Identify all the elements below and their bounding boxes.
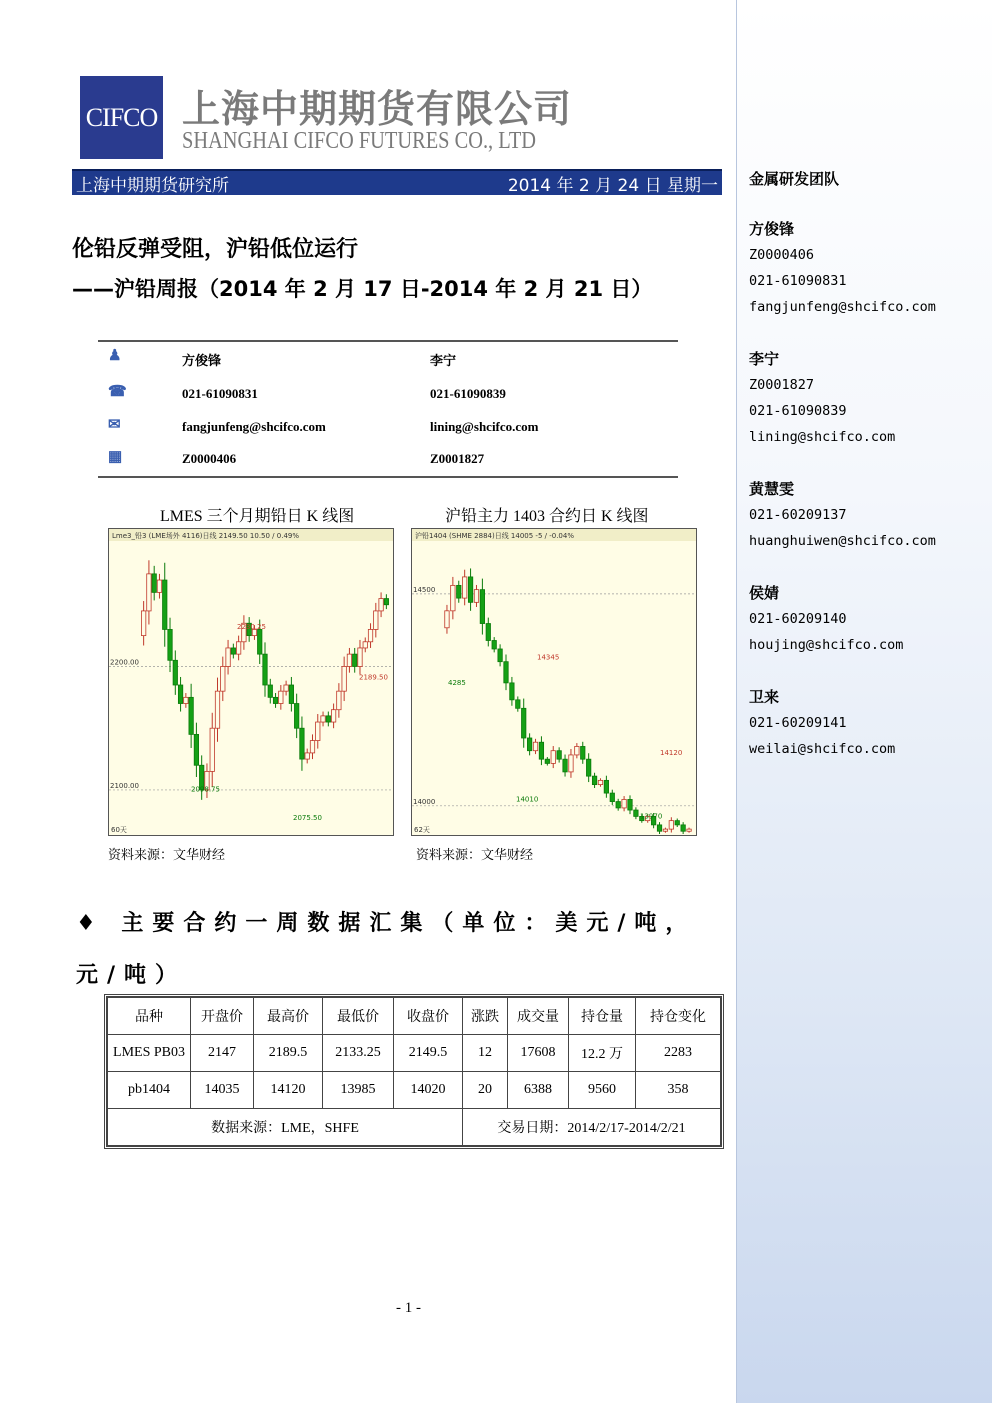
candle-body: [657, 825, 661, 831]
candle-body: [510, 683, 514, 700]
candle-body: [326, 716, 330, 722]
author-email[interactable]: fangjunfeng@shcifco.com: [182, 419, 326, 434]
shfe-kline-chart: [411, 528, 697, 836]
phone-icon: ☎: [108, 384, 127, 400]
candle-body: [236, 642, 240, 654]
candle-body: [533, 742, 537, 750]
price-annotation: 13970: [640, 812, 663, 821]
candle-body: [152, 574, 156, 593]
table-header: 最低价: [323, 998, 394, 1035]
member-line: 021-60209140: [749, 611, 847, 627]
price-annotation: 2189.50: [359, 673, 388, 682]
candle-body: [342, 666, 346, 691]
member-email[interactable]: houjing@shcifco.com: [749, 637, 904, 653]
member-name: 黄慧雯: [749, 480, 795, 498]
header-banner: [72, 169, 722, 195]
table-cell: 358: [636, 1072, 721, 1109]
chart-header-text: 沪铅1404 (SHME 2884)日线 14005 -5 / -0.04%: [415, 532, 574, 540]
report-date: 2014 年 2 月 24 日 星期一: [507, 175, 718, 196]
candle-body: [141, 611, 145, 636]
candle-body: [284, 685, 288, 691]
company-name-cn: 上海中期期货有限公司: [182, 87, 573, 131]
y-tick-label: 14500: [413, 585, 436, 594]
candle-body: [598, 780, 602, 784]
table-cell: 20: [463, 1072, 508, 1109]
candle-body: [669, 821, 673, 829]
mail-icon: ✉: [108, 417, 121, 433]
candle-body: [527, 738, 531, 751]
candle-body: [384, 599, 388, 605]
candle-body: [586, 759, 590, 776]
team-title: 金属研发团队: [749, 170, 840, 188]
candle-body: [305, 753, 309, 759]
member-line: Z0001827: [749, 377, 815, 393]
candle-body: [486, 624, 490, 641]
candle-body: [474, 590, 478, 603]
table-header: 持仓变化: [636, 998, 721, 1035]
company-name-en: SHANGHAI CIFCO FUTURES CO., LTD: [182, 128, 537, 154]
shfe-kline-svg: [412, 529, 696, 835]
member-email[interactable]: huanghuiwen@shcifco.com: [749, 533, 936, 549]
candle-body: [263, 654, 267, 685]
author-contacts: [98, 340, 678, 478]
candle-body: [687, 829, 691, 831]
table-row: [108, 1072, 721, 1109]
member-card: [749, 216, 936, 320]
table-cell: 12.2 万: [569, 1035, 636, 1072]
candle-body: [310, 741, 314, 753]
author-name: 李宁: [430, 353, 457, 368]
chart-source: 资料来源：文华财经: [416, 848, 534, 863]
candle-body: [189, 697, 193, 734]
candle-body: [498, 649, 502, 662]
table-cell: 2133.25: [323, 1035, 394, 1072]
candle-body: [157, 580, 161, 592]
candle-body: [581, 746, 585, 759]
candle-body: [604, 780, 608, 793]
table-cell: 14120: [254, 1072, 323, 1109]
contact-row-emails: [98, 413, 678, 443]
candle-body: [634, 810, 638, 816]
table-row: [108, 1035, 721, 1072]
table-header: 品种: [108, 998, 191, 1035]
table-cell: pb1404: [108, 1072, 191, 1109]
table-cell: 14035: [191, 1072, 254, 1109]
candle-body: [462, 577, 466, 598]
candle-body: [628, 799, 632, 810]
institute-name: 上海中期期货研究所: [76, 175, 229, 196]
author-phone: 021-61090831: [182, 386, 258, 401]
candle-body: [268, 685, 272, 697]
candle-body: [545, 759, 549, 763]
candle-body: [184, 697, 188, 703]
member-line: 021-60209141: [749, 715, 847, 731]
candle-body: [300, 728, 304, 759]
candle-body: [675, 821, 679, 825]
member-email[interactable]: fangjunfeng@shcifco.com: [749, 299, 936, 315]
candle-body: [147, 574, 151, 611]
candle-body: [663, 829, 667, 831]
author-id: Z0001827: [430, 451, 485, 466]
member-name: 侯婧: [749, 584, 780, 602]
price-annotation: 4285: [448, 679, 466, 687]
period-label: 60天: [111, 826, 127, 834]
candle-body: [516, 700, 520, 708]
candle-body: [575, 746, 579, 754]
weekly-data-table: [107, 997, 721, 1146]
chart-header-text: Lme3_铅3 (LME场外 4116)日线 2149.50 10.50 / 0.49%: [112, 532, 300, 540]
price-annotation: 2230.25: [237, 623, 266, 632]
chart-caption-shfe: 沪铅主力 1403 合约日 K 线图: [445, 508, 649, 525]
member-email[interactable]: lining@shcifco.com: [749, 429, 896, 445]
table-header: 涨跌: [463, 998, 508, 1035]
table-cell: 17608: [508, 1035, 569, 1072]
candle-body: [221, 666, 225, 691]
candle-body: [353, 654, 357, 666]
candle-body: [347, 654, 351, 666]
lme-kline-svg: [109, 529, 393, 835]
candle-body: [539, 742, 543, 759]
price-annotation: 14345: [537, 653, 560, 662]
candle-body: [231, 648, 235, 654]
candle-body: [563, 759, 567, 772]
candle-body: [279, 691, 283, 703]
candle-body: [610, 793, 614, 801]
candle-body: [289, 685, 293, 704]
candle-body: [681, 825, 685, 831]
candle-body: [622, 799, 626, 807]
candle-body: [258, 629, 262, 654]
table-cell: 2283: [636, 1035, 721, 1072]
candle-body: [163, 580, 167, 629]
chart-caption-lme: LMES 三个月期铅日 K 线图: [160, 508, 355, 525]
member-name: 卫来: [749, 688, 780, 706]
candle-body: [173, 660, 177, 685]
candle-body: [368, 629, 372, 641]
contact-row-phones: [98, 380, 678, 410]
member-line: Z0000406: [749, 247, 815, 263]
member-email[interactable]: weilai@shcifco.com: [749, 741, 896, 757]
candle-body: [273, 697, 277, 703]
table-source: 数据来源：LME，SHFE: [108, 1109, 463, 1146]
candle-body: [374, 611, 378, 630]
table-header: 成交量: [508, 998, 569, 1035]
price-annotation: 14120: [660, 748, 683, 757]
candle-body: [504, 662, 508, 683]
person-icon: ♟: [108, 348, 122, 364]
table-cell: 12: [463, 1035, 508, 1072]
author-name: 方俊锋: [182, 353, 222, 368]
price-annotation: 14010: [516, 795, 539, 804]
lme-kline-chart: [108, 528, 394, 836]
y-tick-label: 2200.00: [110, 658, 139, 667]
report-headline: 伦铅反弹受阻，沪铅低位运行: [72, 237, 359, 262]
candle-body: [480, 590, 484, 624]
candle-body: [168, 629, 172, 660]
candle-body: [557, 751, 561, 759]
table-date-range: 交易日期：2014/2/17-2014/2/21: [463, 1109, 721, 1146]
candle-body: [468, 577, 472, 602]
price-annotation: 2075.50: [293, 814, 322, 823]
candle-body: [616, 802, 620, 808]
candle-body: [194, 734, 198, 765]
y-tick-label: 14000: [413, 797, 436, 806]
table-cell: LMES PB03: [108, 1035, 191, 1072]
candle-body: [294, 704, 298, 729]
member-name: 方俊锋: [749, 220, 795, 238]
sidebar: [736, 0, 992, 1403]
id-icon: ▦: [108, 449, 123, 465]
table-cell: 2147: [191, 1035, 254, 1072]
candle-body: [321, 716, 325, 722]
candle-body: [445, 611, 449, 628]
candle-body: [358, 648, 362, 667]
candle-body: [226, 648, 230, 667]
candle-body: [331, 710, 335, 722]
table-header: 持仓量: [569, 998, 636, 1035]
contact-row-ids: [98, 445, 678, 475]
period-label: 62天: [414, 826, 430, 834]
table-cell: 6388: [508, 1072, 569, 1109]
candle-body: [569, 755, 573, 772]
price-annotation: 2098.75: [191, 785, 220, 794]
candle-body: [210, 728, 214, 771]
candle-body: [316, 722, 320, 741]
member-card: [749, 580, 903, 658]
table-cell: 2149.5: [394, 1035, 463, 1072]
table-cell: 9560: [569, 1072, 636, 1109]
author-phone: 021-61090839: [430, 386, 506, 401]
member-line: 021-61090839: [749, 403, 847, 419]
table-cell: 2189.5: [254, 1035, 323, 1072]
table-footer-row: [108, 1109, 721, 1146]
candle-body: [215, 691, 219, 728]
table-cell: 13985: [323, 1072, 394, 1109]
member-card: [749, 684, 895, 762]
table-header: 收盘价: [394, 998, 463, 1035]
author-id: Z0000406: [182, 451, 237, 466]
candle-body: [178, 685, 182, 704]
table-cell: 14020: [394, 1072, 463, 1109]
table-header-row: [108, 998, 721, 1035]
report-subhead: ——沪铅周报（2014 年 2 月 17 日-2014 年 2 月 21 日）: [72, 277, 653, 301]
candle-body: [379, 599, 383, 611]
candle-body: [522, 708, 526, 738]
candle-body: [492, 640, 496, 648]
page-number: - 1 -: [396, 1300, 421, 1316]
member-name: 李宁: [749, 350, 780, 368]
section-title: ♦ 主要合约一周数据汇集（单位：美元/吨，元/吨）: [76, 911, 697, 988]
member-line: 021-60209137: [749, 507, 847, 523]
table-header: 最高价: [254, 998, 323, 1035]
candle-body: [592, 776, 596, 784]
candle-body: [457, 585, 461, 598]
candle-body: [451, 585, 455, 610]
member-card: [749, 476, 936, 554]
candle-body: [551, 751, 555, 764]
member-card: [749, 346, 895, 450]
company-logo: CIFCO: [80, 76, 163, 159]
candle-body: [337, 691, 341, 710]
author-email[interactable]: lining@shcifco.com: [430, 419, 539, 434]
y-tick-label: 2100.00: [110, 781, 139, 790]
member-line: 021-61090831: [749, 273, 847, 289]
table-header: 开盘价: [191, 998, 254, 1035]
chart-source: 资料来源：文华财经: [108, 848, 226, 863]
contact-row-names: [98, 344, 678, 374]
candle-body: [363, 642, 367, 648]
